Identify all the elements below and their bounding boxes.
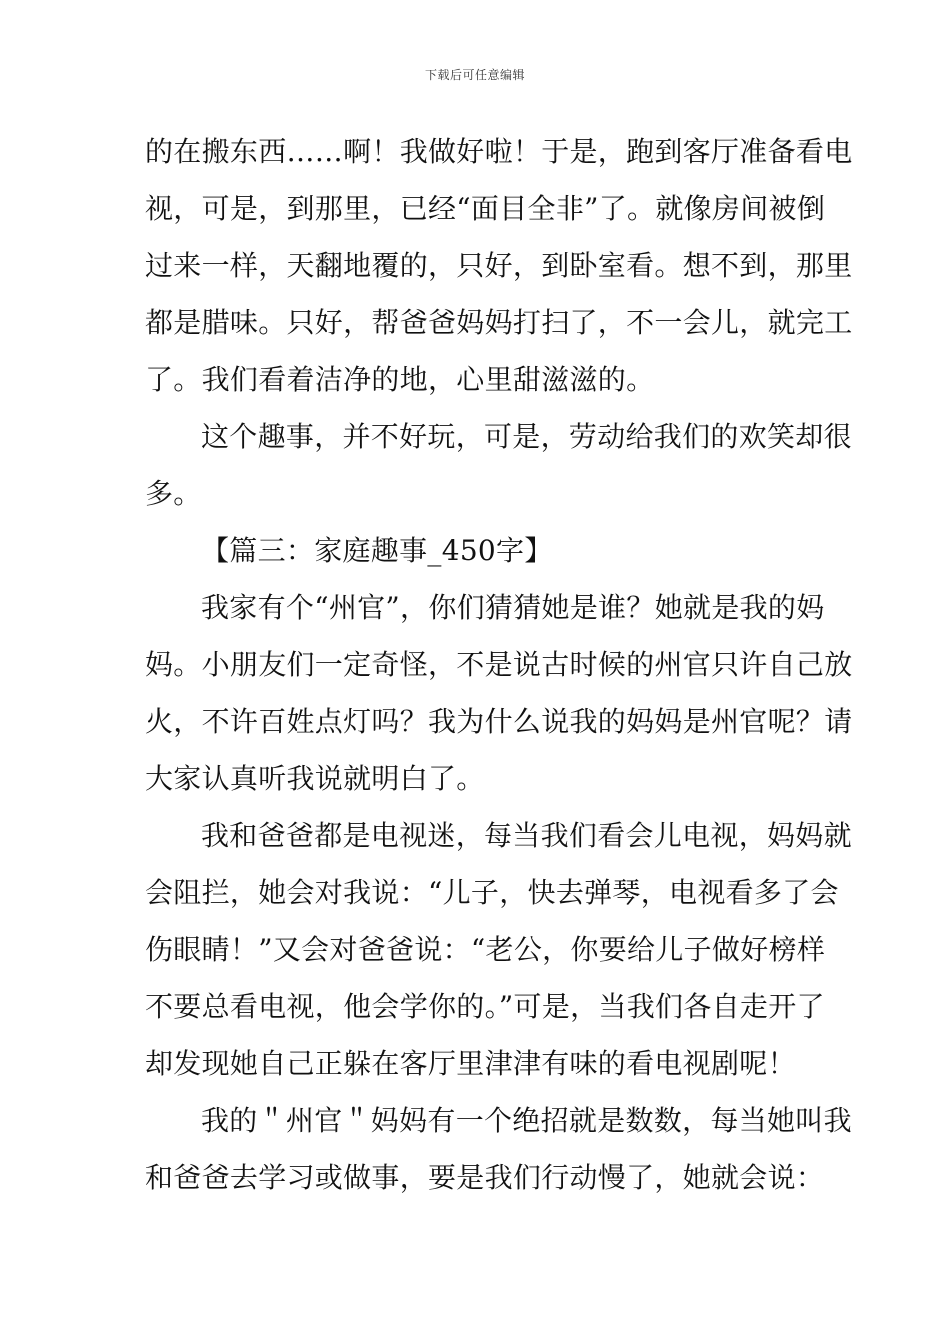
page-header: 下载后可任意编辑 [424, 68, 525, 82]
text-line: 却发现她自己正躲在客厅里津津有味的看电视剧呢！ [145, 1047, 796, 1080]
paragraph-first-line: 这个趣事，并不好玩，可是，劳动给我们的欢笑却很 [201, 420, 852, 453]
text-line: 过来一样，天翻地覆的，只好，到卧室看。想不到，那里 [145, 249, 853, 282]
text-line: 伤眼睛！”又会对爸爸说：“老公，你要给儿子做好榜样 [145, 933, 826, 966]
text-line: 大家认真听我说就明白了。 [145, 762, 485, 795]
text-line: 不要总看电视，他会学你的。”可是，当我们各自走开了 [145, 990, 825, 1023]
document-body [145, 123, 853, 1206]
paragraph-first-line: 我的＂州官＂妈妈有一个绝招就是数数，每当她叫我 [201, 1104, 852, 1137]
text-line: 火，不许百姓点灯吗？我为什么说我的妈妈是州官呢？请 [145, 705, 853, 738]
paragraph-first-line: 我和爸爸都是电视迷，每当我们看会儿电视，妈妈就 [201, 819, 852, 852]
text-line: 会阻拦，她会对我说：“儿子，快去弹琴，电视看多了会 [145, 876, 839, 909]
text-line: 了。我们看着洁净的地，心里甜滋滋的。 [145, 363, 655, 396]
text-line: 多。 [145, 477, 202, 510]
text-line: 都是腊味。只好，帮爸爸妈妈打扫了，不一会儿，就完工 [145, 306, 853, 339]
text-line: 妈。小朋友们一定奇怪，不是说古时候的州官只许自己放 [145, 648, 853, 681]
section-heading: 【篇三：家庭趣事_450字】 [201, 534, 553, 567]
text-line: 的在搬东西……啊！我做好啦！于是，跑到客厅准备看电 [145, 135, 853, 168]
text-line: 和爸爸去学习或做事，要是我们行动慢了，她就会说： [145, 1161, 825, 1194]
text-line: 视，可是，到那里，已经“面目全非”了。就像房间被倒 [145, 192, 826, 225]
paragraph-first-line: 我家有个“州官”，你们猜猜她是谁？她就是我的妈 [201, 591, 825, 624]
